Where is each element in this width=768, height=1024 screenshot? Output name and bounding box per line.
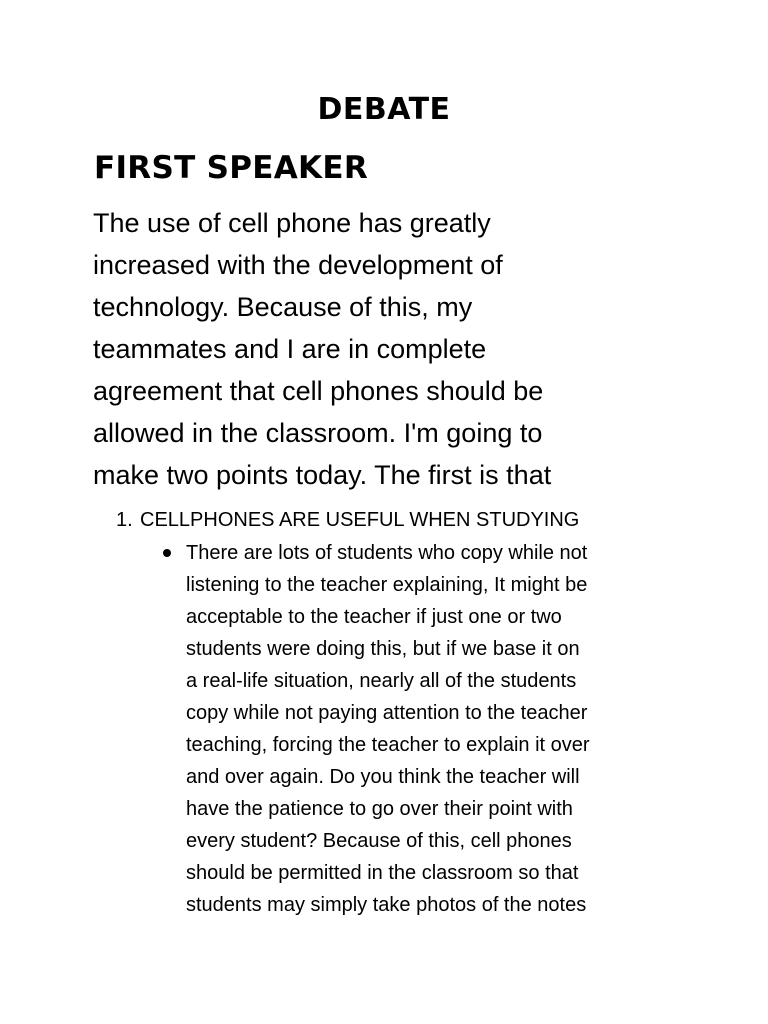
- bullet-line: There are lots of students who copy while not: [186, 542, 588, 564]
- intro-line: technology. Because of this, my: [93, 292, 473, 322]
- intro-line: agreement that cell phones should be: [93, 376, 544, 406]
- speaker-heading: FIRST SPEAKER: [94, 150, 369, 186]
- intro-line: teammates and I are in complete: [93, 334, 487, 364]
- point-heading-text: CELLPHONES ARE USEFUL WHEN STUDYING: [140, 509, 580, 531]
- point-number: 1.: [116, 509, 133, 531]
- intro-line: The use of cell phone has greatly: [93, 208, 491, 238]
- bullet-icon: [163, 549, 171, 557]
- bullet-line: a real-life situation, nearly all of the students: [186, 670, 577, 692]
- intro-paragraph: [93, 202, 693, 496]
- intro-line: increased with the development of: [93, 250, 503, 280]
- bullet-line: should be permitted in the classroom so that: [186, 862, 579, 884]
- bullet-line: acceptable to the teacher if just one or two: [186, 606, 562, 628]
- bullet-line: every student? Because of this, cell phones: [186, 830, 572, 852]
- intro-line: allowed in the classroom. I'm going to: [93, 418, 543, 448]
- bullet-line: teaching, forcing the teacher to explain it over: [186, 734, 590, 756]
- bullet-line: students may simply take photos of the notes: [186, 894, 587, 916]
- numbered-point-heading: [116, 506, 579, 534]
- intro-line: make two points today. The first is that: [93, 460, 552, 490]
- document-title: DEBATE: [317, 92, 451, 127]
- bullet-line: listening to the teacher explaining, It might be: [186, 574, 588, 596]
- bullet-paragraph: [186, 537, 706, 921]
- bullet-line: copy while not paying attention to the teacher: [186, 702, 588, 724]
- bullet-line: and over again. Do you think the teacher will: [186, 766, 580, 788]
- bullet-line: students were doing this, but if we base it on: [186, 638, 580, 660]
- bullet-line: have the patience to go over their point with: [186, 798, 573, 820]
